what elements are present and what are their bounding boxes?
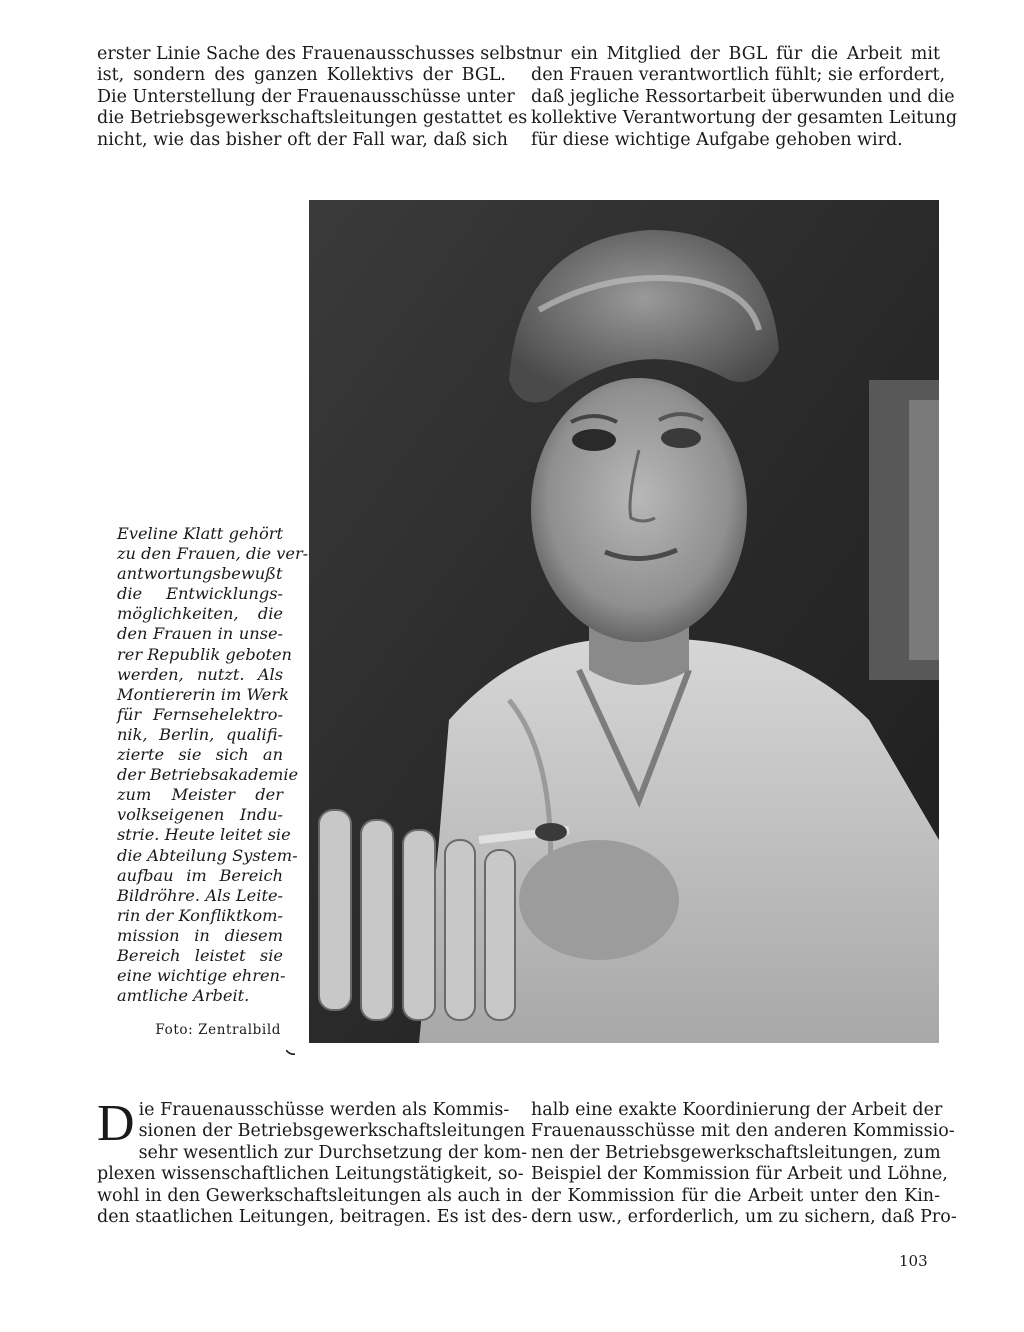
caption-line: möglichkeiten, die <box>117 604 283 624</box>
text-line: für diese wichtige Aufgabe gehoben wird. <box>531 129 903 150</box>
caption-line: der Betriebsakademie <box>117 765 299 785</box>
bottom-right-column <box>531 1100 957 1228</box>
caption-line: volkseigenen Indu- <box>117 805 283 825</box>
caption-line: rin der Konfliktkom- <box>117 905 283 925</box>
caption-line: die Entwicklungs- <box>117 584 283 604</box>
caption-line: Montiererin im Werk <box>117 684 289 704</box>
page-number: 103 <box>899 1252 928 1270</box>
caption-line: Bildröhre. Als Leite- <box>117 885 283 905</box>
text-line: daß jegliche Ressortarbeit überwunden und die <box>531 86 955 107</box>
caption-line: strie. Heute leitet sie <box>117 825 291 845</box>
text-line: ie Frauenausschüsse werden als Kommis- <box>138 1100 510 1120</box>
text-line: Frauenausschüsse mit den anderen Kommissio- <box>531 1121 955 1142</box>
text-line: sionen der Betriebsgewerkschaftsleitungen <box>138 1121 526 1142</box>
caption-line: den Frauen in unse- <box>117 624 283 644</box>
text-line: Beispiel der Kommission für Arbeit und Löhne, <box>531 1164 948 1185</box>
text-line: plexen wissenschaftlichen Leitungstätigkeit, so- <box>97 1164 524 1185</box>
text-line: den Frauen verantwortlich fühlt; sie erfordert, <box>531 65 946 86</box>
caption-line: zierte sie sich an <box>117 745 283 765</box>
caption-line: für Fernsehelektro- <box>117 704 283 724</box>
caption-line: eine wichtige ehren- <box>117 966 286 986</box>
caption-line: nik, Berlin, qualifi- <box>117 724 283 744</box>
text-line: Die Unterstellung der Frauenausschüsse unter <box>97 86 515 107</box>
top-right-column <box>531 44 958 151</box>
top-left-column <box>97 44 533 151</box>
caption-line: die Abteilung System- <box>117 845 298 865</box>
caption-line: zu den Frauen, die ver- <box>117 544 309 564</box>
caption-line: zum Meister der <box>117 785 283 805</box>
text-line: nur ein Mitglied der BGL für die Arbeit mit <box>531 44 940 64</box>
bottom-left-column <box>97 1095 528 1228</box>
text-line: halb eine exakte Koordinierung der Arbeit der <box>531 1100 943 1120</box>
text-line: dern usw., erforderlich, um zu sichern, daß Pro- <box>531 1207 957 1228</box>
text-line: erster Linie Sache des Frauenausschusses selbst <box>97 44 533 64</box>
caption-line: Eveline Klatt gehört <box>117 524 283 543</box>
text-line: die Betriebsgewerkschaftsleitungen gestattet es <box>97 108 528 129</box>
photo-caption <box>117 524 309 1006</box>
text-line: den staatlichen Leitungen, beitragen. Es ist des- <box>97 1207 528 1228</box>
text-line: ist, sondern des ganzen Kollektivs der BGL. <box>97 65 506 86</box>
caption-line: rer Republik geboten <box>117 644 292 664</box>
photo-illustration <box>309 200 939 1043</box>
caption-line: aufbau im Bereich <box>117 865 283 885</box>
text-line: wohl in den Gewerkschaftsleitungen als auch in <box>97 1185 523 1206</box>
text-line: der Kommission für die Arbeit unter den Kin- <box>531 1185 940 1206</box>
text-line: nen der Betriebsgewerkschaftsleitungen, zum <box>531 1142 941 1163</box>
caption-line: Bereich leistet sie <box>117 945 283 965</box>
caption-line: werden, nutzt. Als <box>117 664 283 684</box>
caption-line: antwortungsbewußt <box>117 564 283 584</box>
text-line: kollektive Verantwortung der gesamten Leitung <box>531 108 958 129</box>
drop-cap: D <box>97 1095 135 1152</box>
caption-line: mission in diesem <box>117 925 283 945</box>
photo-credit: Foto: Zentralbild <box>155 1022 281 1038</box>
portrait-photo <box>309 200 939 1043</box>
text-line: sehr wesentlich zur Durchsetzung der kom- <box>138 1142 528 1163</box>
caption-line: amtliche Arbeit. <box>117 986 250 1006</box>
text-line: nicht, wie das bisher oft der Fall war, daß sich <box>97 129 508 150</box>
stray-mark-icon <box>286 1050 295 1055</box>
